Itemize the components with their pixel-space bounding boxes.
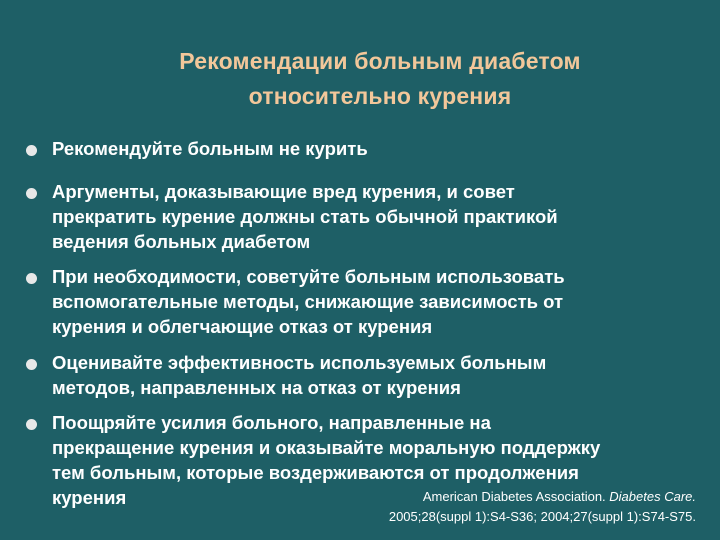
bullet-line: тем больным, которые воздерживаются от продолжения [52, 462, 579, 483]
bullet-line: Аргументы, доказывающие вред курения, и совет [52, 181, 515, 202]
citation [389, 487, 696, 527]
citation-journal: Diabetes Care. [609, 489, 696, 504]
bullet-dot-icon [26, 419, 37, 430]
title-line-1: Рекомендации больным диабетом [179, 48, 581, 74]
bullet-line: Рекомендуйте больным не курить [52, 138, 368, 159]
bullet-line: прекратить курение должны стать обычной практикой [52, 206, 558, 227]
bullet-line: курения и облегчающие отказ от курения [52, 316, 433, 337]
bullet-line: прекращение курения и оказывайте моральную поддержку [52, 437, 601, 458]
citation-line-1 [389, 487, 696, 507]
bullet-line: Поощряйте усилия больного, направленные на [52, 412, 491, 433]
citation-author: American Diabetes Association. [422, 489, 610, 504]
bullet-dot-icon [26, 273, 37, 284]
bullet-line: вспомогательные методы, снижающие зависимость от [52, 291, 564, 312]
bullet-line: методов, направленных на отказ от курения [52, 377, 461, 398]
bullet-line: ведения больных диабетом [52, 231, 311, 252]
bullet-dot-icon [26, 188, 37, 199]
bullet-line: Оценивайте эффективность используемых больным [52, 352, 547, 373]
title-line-2: относительно курения [248, 83, 512, 109]
slide-title [60, 44, 700, 114]
bullet-line: При необходимости, советуйте больным использовать [52, 266, 565, 287]
bullet-dot-icon [26, 359, 37, 370]
citation-refs: 2005;28(suppl 1):S4-S36; 2004;27(suppl 1):S74-S75. [388, 509, 696, 524]
bullet-line: курения [52, 487, 127, 508]
bullet-dot-icon [26, 145, 37, 156]
